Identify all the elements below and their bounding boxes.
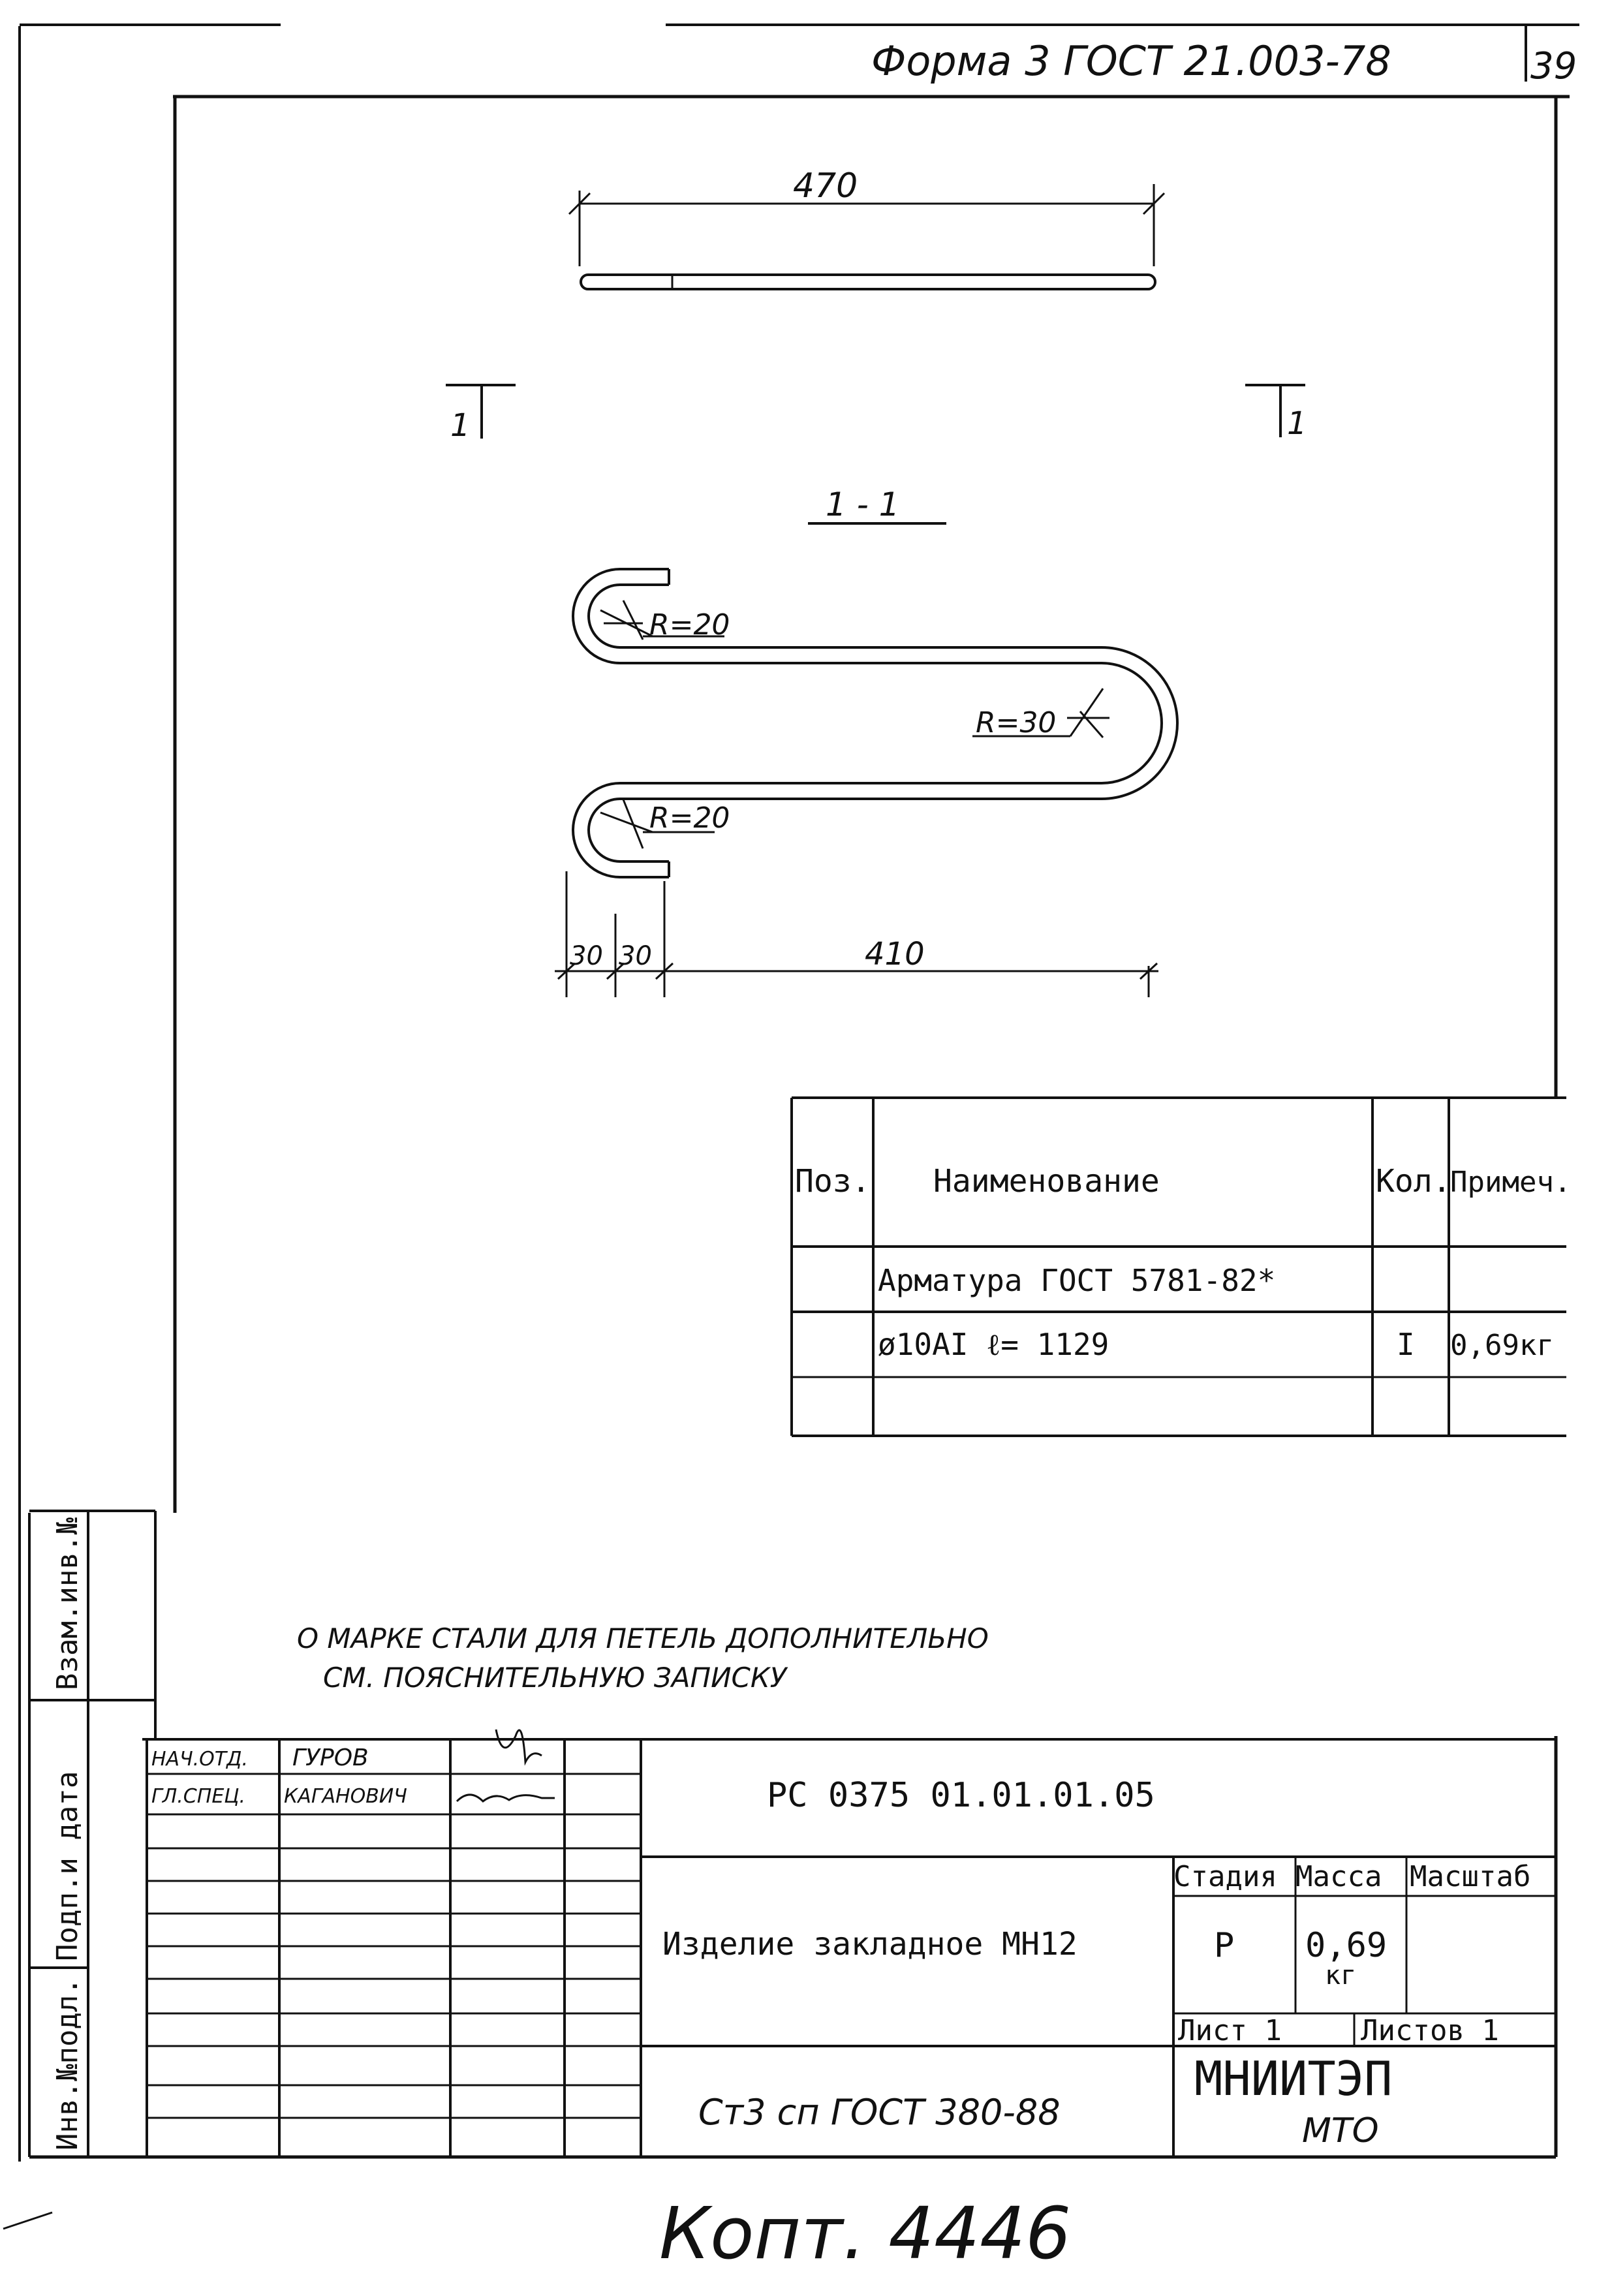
stamp-inv: Инв.№подл. bbox=[51, 1978, 84, 2150]
section-view bbox=[555, 486, 1177, 997]
header-name: Наименование bbox=[933, 1163, 1160, 1200]
header-qty: Кол. bbox=[1376, 1163, 1451, 1200]
handwritten-copy-number: Копт. 4446 bbox=[659, 2192, 1072, 2275]
row-2-note: 0,69кг bbox=[1450, 1329, 1554, 1362]
doc-code: РС 0375 01.01.01.05 bbox=[767, 1776, 1155, 1815]
section-title: 1 - 1 bbox=[826, 486, 900, 523]
note-line-1: О МАРКЕ СТАЛИ ДЛЯ ПЕТЕЛЬ ДОПОЛНИТЕЛЬНО bbox=[297, 1622, 989, 1654]
signer-2-role: ГЛ.СПЕЦ. bbox=[151, 1785, 246, 1808]
row-1-name: Арматура ГОСТ 5781-82* bbox=[878, 1263, 1276, 1298]
side-stamp bbox=[29, 1511, 155, 2157]
col-scale: Масштаб bbox=[1410, 1860, 1531, 1893]
radius-middle: R=30 bbox=[976, 706, 1057, 739]
sheets-label: Листов 1 bbox=[1361, 2014, 1499, 2047]
section-mark-right: 1 bbox=[1287, 405, 1307, 442]
dimension-c: 410 bbox=[865, 936, 925, 972]
bar-outline bbox=[581, 275, 1155, 289]
stage-value: Р bbox=[1214, 1926, 1235, 1965]
org-sub: МТО bbox=[1302, 2111, 1379, 2150]
bar-plan-view bbox=[569, 166, 1164, 289]
stamp-podp: Подп.и дата bbox=[51, 1771, 84, 1961]
mass-value: 0,69 bbox=[1305, 1926, 1388, 1965]
radius-top: R=20 bbox=[649, 608, 730, 642]
col-stage: Стадия bbox=[1173, 1860, 1277, 1893]
radius-bottom: R=20 bbox=[649, 801, 730, 835]
signature-2 bbox=[457, 1795, 555, 1801]
row-2-name: ø10AI ℓ= 1129 bbox=[878, 1327, 1109, 1362]
sheet-number: 39 bbox=[1530, 45, 1577, 87]
signer-1-name: ГУРОВ bbox=[292, 1745, 369, 1771]
sheet-label: Лист 1 bbox=[1178, 2014, 1282, 2047]
org-name: МНИИТЭП bbox=[1194, 2051, 1393, 2106]
title-block bbox=[142, 1730, 1556, 2157]
header-pos: Поз. bbox=[795, 1163, 871, 1200]
top-dimension: 470 bbox=[793, 166, 858, 206]
header bbox=[871, 37, 1577, 87]
header-note: Примеч. bbox=[1450, 1166, 1572, 1199]
dimension-a: 30 bbox=[570, 941, 603, 971]
section-marks bbox=[446, 385, 1307, 444]
form-label: Форма 3 ГОСТ 21.003-78 bbox=[871, 37, 1391, 85]
row-2-qty: I bbox=[1397, 1327, 1415, 1362]
signer-1-role: НАЧ.ОТД. bbox=[151, 1748, 249, 1771]
section-mark-left: 1 bbox=[450, 407, 471, 444]
note-line-2: СМ. ПОЯСНИТЕЛЬНУЮ ЗАПИСКУ bbox=[323, 1662, 787, 1694]
spec-table bbox=[792, 1098, 1571, 1436]
item-name: Изделие закладное МН12 bbox=[662, 1926, 1078, 1962]
signature-1 bbox=[496, 1730, 542, 1762]
material: Ст3 сп ГОСТ 380-88 bbox=[698, 2092, 1061, 2133]
dimension-b: 30 bbox=[619, 941, 652, 971]
col-mass: Масса bbox=[1295, 1860, 1382, 1893]
stamp-zam: Взам.инв.№ bbox=[51, 1517, 84, 1690]
mass-unit: кг bbox=[1325, 1961, 1357, 1991]
signer-2-name: КАГАНОВИЧ bbox=[284, 1785, 407, 1808]
steel-note bbox=[297, 1622, 989, 1694]
